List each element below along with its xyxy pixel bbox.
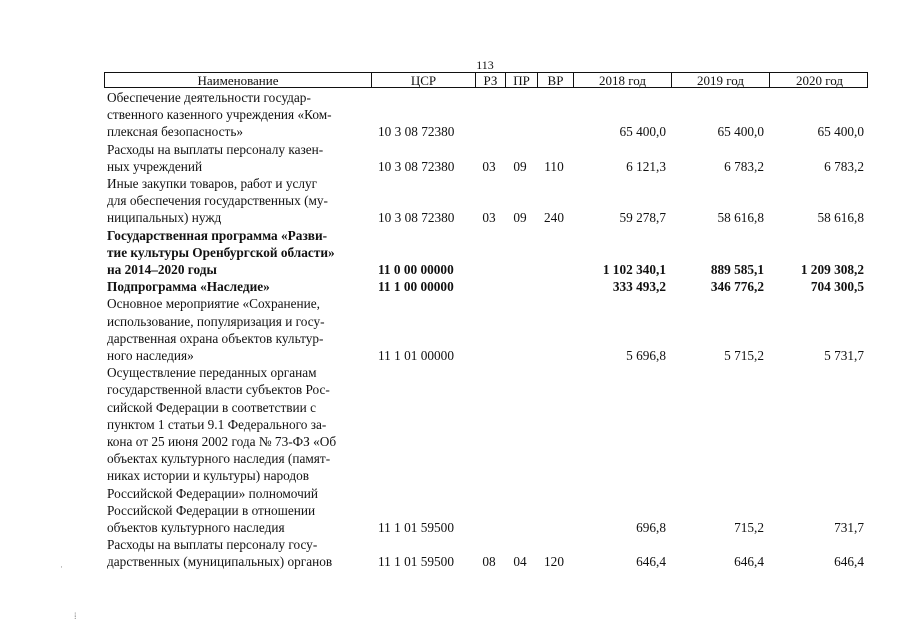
table-row: [104, 89, 868, 141]
scan-speck: ·: [60, 562, 63, 572]
cell-vr: 120: [544, 554, 564, 570]
row-name-line: объектах культурного наследия (памят-: [107, 451, 331, 467]
row-name-line: плексная безопасность»: [107, 124, 244, 140]
cell-y2019: 6 783,2: [724, 158, 764, 174]
page-number: 113: [476, 58, 494, 72]
table-row: [104, 536, 868, 570]
row-name-line: тие культуры Оренбургской области»: [107, 244, 335, 260]
row-name-line: на 2014–2020 годы: [107, 262, 217, 278]
cell-vr: 240: [544, 210, 564, 226]
scan-speck: ⁞: [74, 611, 77, 621]
row-name: [104, 227, 370, 279]
cell-y2019: 5 715,2: [724, 348, 764, 364]
column-header-name: Наименование: [197, 73, 279, 87]
row-name-line: пунктом 1 статьи 9.1 Федерального за-: [107, 416, 327, 432]
row-name-line: кона от 25 июня 2002 года № 73-ФЗ «Об: [107, 434, 337, 450]
row-name-line: Осуществление переданных органам: [107, 365, 317, 381]
table-row: [104, 364, 868, 536]
cell-y2018: 1 102 340,1: [602, 262, 666, 278]
column-header-y2019: 2019 год: [671, 73, 769, 87]
cell-y2018: 5 696,8: [626, 348, 666, 364]
cell-y2020: 1 209 308,2: [800, 262, 864, 278]
cell-csr: 11 0 00 00000: [378, 262, 454, 278]
table-body: [104, 89, 868, 571]
row-name: [104, 89, 370, 141]
cell-csr: 11 1 01 00000: [378, 348, 454, 364]
row-name-line: сийской Федерации в соответствии с: [107, 399, 316, 415]
cell-y2019: 58 616,8: [717, 210, 764, 226]
column-header-pr: ПР: [505, 73, 537, 87]
cell-y2018: 6 121,3: [626, 158, 666, 174]
cell-y2019: 646,4: [734, 554, 764, 570]
row-name-line: Основное мероприятие «Сохранение,: [107, 296, 320, 312]
cell-y2018: 646,4: [636, 554, 666, 570]
cell-csr: 10 3 08 72380: [378, 124, 455, 140]
cell-y2018: 59 278,7: [619, 210, 666, 226]
row-name-line: Обеспечение деятельности государ-: [107, 90, 311, 105]
table-header: [104, 72, 868, 88]
cell-y2018: 333 493,2: [612, 279, 666, 295]
row-name-line: использование, популяризация и госу-: [107, 313, 325, 329]
cell-y2020: 6 783,2: [824, 158, 864, 174]
row-name: [104, 295, 370, 364]
row-name-line: дарственная охрана объектов культур-: [107, 330, 324, 346]
cell-y2019: 715,2: [734, 520, 764, 536]
cell-y2020: 5 731,7: [824, 348, 864, 364]
cell-pr: 09: [513, 210, 527, 226]
row-name: [104, 536, 370, 570]
table-row: [104, 278, 868, 295]
row-name-line: ственного казенного учреждения «Ком-: [107, 107, 332, 123]
row-name-line: Расходы на выплаты персоналу казен-: [107, 141, 324, 157]
table-row: [104, 227, 868, 279]
row-name: [104, 175, 370, 227]
cell-y2020: 731,7: [834, 520, 864, 536]
column-header-y2018: 2018 год: [573, 73, 671, 87]
row-name-line: объектов культурного наследия: [107, 520, 285, 536]
row-name-line: Иные закупки товаров, работ и услуг: [107, 176, 318, 192]
cell-y2019: 346 776,2: [710, 279, 764, 295]
column-header-vr: ВР: [537, 73, 573, 87]
column-header-csr: ЦСР: [371, 73, 475, 87]
row-name: [104, 278, 370, 295]
row-name-line: Российской Федерации» полномочий: [107, 485, 318, 501]
cell-y2019: 889 585,1: [710, 262, 764, 278]
row-name-line: ных учреждений: [107, 158, 203, 174]
row-name: [104, 141, 370, 175]
cell-y2020: 58 616,8: [817, 210, 864, 226]
row-name-line: для обеспечения государственных (му-: [107, 193, 328, 209]
cell-csr: 10 3 08 72380: [378, 158, 455, 174]
cell-pr: 09: [513, 158, 527, 174]
cell-rz: 03: [482, 158, 496, 174]
cell-csr: 11 1 00 00000: [378, 279, 454, 295]
cell-vr: 110: [544, 158, 564, 174]
cell-rz: 03: [482, 210, 496, 226]
row-name-line: Расходы на выплаты персоналу госу-: [107, 537, 318, 553]
row-name-line: ного наследия»: [107, 348, 194, 364]
cell-y2018: 65 400,0: [619, 124, 666, 140]
cell-csr: 11 1 01 59500: [378, 554, 454, 570]
column-header-rz: РЗ: [475, 73, 505, 87]
cell-pr: 04: [513, 554, 527, 570]
cell-csr: 11 1 01 59500: [378, 520, 454, 536]
table-row: [104, 141, 868, 175]
row-name-line: Подпрограмма «Наследие»: [107, 279, 270, 295]
table-row: [104, 295, 868, 364]
cell-y2020: 65 400,0: [817, 124, 864, 140]
row-name-line: дарственных (муниципальных) органов: [107, 554, 333, 570]
cell-rz: 08: [482, 554, 496, 570]
row-name-line: никах истории и культуры) народов: [107, 468, 310, 484]
row-name-line: Российской Федерации в отношении: [107, 502, 316, 518]
cell-y2020: 646,4: [834, 554, 864, 570]
table-row: [104, 175, 868, 227]
row-name-line: Государственная программа «Разви-: [107, 227, 328, 243]
row-name: [104, 364, 370, 536]
cell-csr: 10 3 08 72380: [378, 210, 455, 226]
row-name-line: ниципальных) нужд: [107, 210, 222, 226]
cell-y2020: 704 300,5: [810, 279, 864, 295]
cell-y2019: 65 400,0: [717, 124, 764, 140]
row-name-line: государственной власти субъектов Рос-: [107, 382, 330, 398]
cell-y2018: 696,8: [636, 520, 666, 536]
column-header-y2020: 2020 год: [769, 73, 869, 87]
